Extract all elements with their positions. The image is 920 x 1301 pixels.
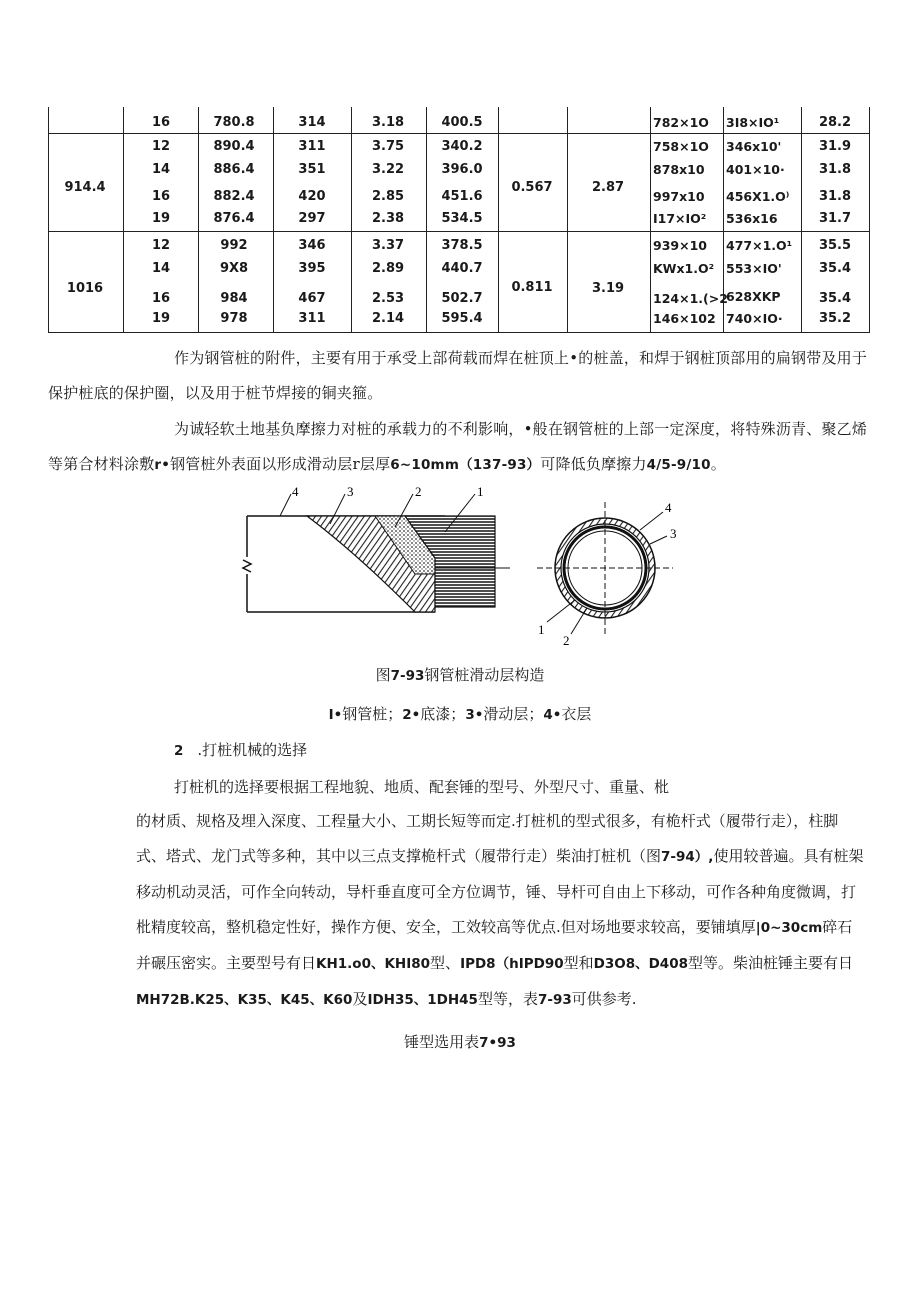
table-cell: 12 [151, 139, 171, 154]
table-cell-diameter-clipped [48, 281, 123, 296]
paragraph-slip-layer [48, 412, 871, 483]
table-cell: 16 [151, 189, 171, 204]
table-cell: 31.8 [818, 189, 852, 204]
text-run: I• [328, 707, 343, 723]
table-cell: 876.4 [213, 211, 255, 226]
text-run: 型等，表 [477, 990, 538, 1008]
table-caption [0, 1031, 920, 1052]
text-run: 钢管桩； [342, 705, 403, 723]
table-cell: 3.37 [371, 238, 405, 253]
table-cell: 31.8 [818, 162, 852, 177]
table-cell: 553×IO' [726, 261, 782, 276]
text-run: 型、 [430, 954, 461, 972]
figure-label: 4 [665, 500, 672, 515]
paragraph-line: 打桩机的选择要根据工程地貌、地质、配套锤的型号、外型尺寸、重量、枇 [174, 778, 670, 796]
table-cell: 2.53 [371, 291, 405, 306]
table-cell: 2.87 [591, 180, 625, 195]
table-cell: 456X1.O⁾ [726, 189, 790, 204]
table-cell: 939×10 [653, 238, 707, 253]
paragraph-line [136, 986, 876, 1013]
table-cell: 146×102 [653, 311, 716, 326]
table-cell: 3.19 [591, 281, 625, 296]
text-run: 可降低负摩擦力 [540, 455, 647, 473]
table-cell: 467 [298, 291, 326, 306]
text-run: 。 [710, 455, 726, 473]
table-cell: 3.75 [371, 139, 405, 154]
paragraph-line [136, 843, 876, 870]
table-cell: 628XKP [726, 289, 781, 304]
figure-label: 1 [477, 484, 484, 499]
text-run: 型和 [563, 954, 594, 972]
table-cell: 351 [298, 162, 326, 177]
table-cell: 0.811 [511, 280, 553, 295]
text-run: 使用较普遍。具有桩架 [713, 847, 864, 865]
table-cell: 886.4 [213, 162, 255, 177]
table-cell: I17×IO² [653, 211, 707, 226]
text-run: 钢管桩滑动层构造 [424, 666, 545, 684]
section-heading [174, 739, 307, 760]
table-cell: 780.8 [213, 115, 255, 130]
table-cell: 401×10· [726, 162, 785, 177]
text-run: KH1.o0、KHI80 [316, 956, 431, 972]
table-cell: 378.5 [441, 238, 483, 253]
text-run: 图 [375, 666, 391, 684]
pile-section-drawing [243, 484, 510, 612]
table-cell: 878x10 [653, 162, 705, 177]
text-run: 7-93 [390, 668, 425, 684]
figure-label: 2 [563, 633, 570, 648]
section-number: 2 [174, 743, 184, 759]
text-run: r• [154, 457, 171, 473]
table-cell: 534.5 [441, 211, 483, 226]
table-cell: 890.4 [213, 139, 255, 154]
figure-caption [0, 664, 920, 685]
table-cell: 346x10' [726, 139, 782, 154]
table-cell: 451.6 [441, 189, 483, 204]
figure-label: 3 [347, 484, 354, 499]
table-cell: 2.85 [371, 189, 405, 204]
table-cell: 992 [220, 238, 248, 253]
table-cell: 997x10 [653, 189, 705, 204]
text-run: D3O8、D408 [593, 956, 688, 972]
table-cell: 395 [298, 261, 326, 276]
paragraph-line: 移动机动灵活，可作全向转动，导杆垂直度可全方位调节，锤、导杆可自由上下移动，可作各种角度微调，打 [136, 883, 857, 901]
table-cell: 31.7 [818, 211, 852, 226]
table-cell: 9X8 [219, 261, 249, 276]
text-run: 4• [543, 707, 562, 723]
table-cell: 297 [298, 211, 326, 226]
text-run: 锤型选用表 [404, 1033, 480, 1051]
paragraph-line: 的材质、规格及埋入深度、工程量大小、工期长短等而定.打桩机的型式很多，有桅杆式（履带行走），柱脚 [136, 812, 839, 830]
text-run: 6~10mm（137-93） [390, 457, 541, 473]
text-run: 并碾压密实。主要型号有日 [136, 954, 317, 972]
table-cell: 14 [151, 162, 171, 177]
text-run: 7-93 [537, 992, 572, 1008]
text-run: 枇精度较高，整机稳定性好，操作方便、安全，工效较高等优点.但对场地要求较高，要铺填厚 [136, 918, 756, 936]
table-cell-clipped [567, 281, 650, 296]
text-run: 7-94）, [661, 849, 714, 865]
slip-layer-figure [235, 482, 690, 647]
table-cell: 35.4 [818, 261, 852, 276]
text-run: 2• [402, 707, 421, 723]
figure-legend [0, 703, 920, 724]
table-cell: 595.4 [441, 311, 483, 326]
text-run: 7•93 [479, 1035, 516, 1051]
table-cell: 396.0 [441, 162, 483, 177]
table-cell: 2.14 [371, 311, 405, 326]
table-cell: 477×1.O¹ [726, 238, 793, 253]
figure-label: 1 [538, 622, 545, 637]
paragraph-line [136, 914, 876, 941]
text-run: 衣层 [561, 705, 592, 723]
table-cell: 882.4 [213, 189, 255, 204]
text-run: |0~30cm [755, 920, 823, 936]
figure-label: 2 [415, 484, 422, 499]
text-run: IDH35、1DH45 [367, 992, 478, 1008]
table-cell: 400.5 [441, 115, 483, 130]
table-cell: 311 [298, 311, 326, 326]
table-cell: 0.567 [511, 180, 553, 195]
table-cell: 3.18 [371, 115, 405, 130]
text-run: 滑动层； [483, 705, 544, 723]
table-cell: 346 [298, 238, 326, 253]
text-run: IPD8（hIPD90 [460, 956, 564, 972]
text-run: 及 [352, 990, 368, 1008]
text-run: 可供参考. [571, 990, 637, 1008]
table-cell: 440.7 [441, 261, 483, 276]
table-cell: 978 [220, 311, 248, 326]
table-cell: 3.22 [371, 162, 405, 177]
table-cell: 502.7 [441, 291, 483, 306]
table-cell: 740×IO· [726, 311, 783, 326]
table-cell: 782×1O [653, 115, 709, 130]
table-cell: 314 [298, 115, 326, 130]
text-run: 3• [465, 707, 484, 723]
table-cell: 28.2 [818, 115, 852, 130]
table-cell: 984 [220, 291, 248, 306]
text-run: 式、塔式、龙门式等多种，其中以三点支撑桅杆式（履带行走）柴油打桩机（图 [136, 847, 662, 865]
text-run: 型等。柴油桩锤主要有日 [687, 954, 853, 972]
table-cell: 31.9 [818, 139, 852, 154]
table-cell: 35.4 [818, 291, 852, 306]
pile-circle-drawing [537, 500, 677, 648]
table-cell: 35.2 [818, 311, 852, 326]
table-cell: 311 [298, 139, 326, 154]
table-cell: 3I8×IO¹ [726, 115, 780, 130]
table-cell: 16 [151, 115, 171, 130]
table-cell: 35.5 [818, 238, 852, 253]
text-run: 4/5-9/10 [646, 457, 711, 473]
table-cell: 536x16 [726, 211, 778, 226]
text-run: 碎石 [822, 918, 853, 936]
figure-label: 3 [670, 526, 677, 541]
paragraph-line [136, 950, 876, 977]
table-cell: 2.89 [371, 261, 405, 276]
table-cell: 19 [151, 211, 171, 226]
paragraph-pile-accessories: 作为钢管桩的附件，主要有用于承受上部荷载而焊在桩顶上•的桩盖，和焊于钢桩顶部用的扁钢带及用于保护桩底的保护圈，以及用于桩节焊接的铜夹箍。 [48, 349, 868, 402]
table-cell: 2.38 [371, 211, 405, 226]
table-cell: 758×1O [653, 139, 709, 154]
table-cell: KWx1.O² [653, 261, 715, 276]
table-cell: 19 [151, 311, 171, 326]
steel-pipe-pile-table [48, 107, 870, 333]
table-cell: 124×1.(>2 [653, 291, 728, 306]
table-cell: 12 [151, 238, 171, 253]
text-run: 底漆； [420, 705, 466, 723]
figure-label: 4 [292, 484, 299, 499]
table-cell: 420 [298, 189, 326, 204]
table-cell-diameter: 914.4 [64, 180, 106, 195]
table-cell-diameter: 1016 [66, 281, 104, 296]
table-cell: 14 [151, 261, 171, 276]
table-cell: 16 [151, 291, 171, 306]
text-run: 为诚轻软土地基负摩擦力对桩的承载力的不利影响，•般在钢管桩的上部一定深度，将特殊沥青、聚乙烯等第合材料涂敷 [48, 420, 868, 473]
text-run: 钢管桩外表面以形成滑动层r层厚 [170, 455, 391, 473]
table-cell: 340.2 [441, 139, 483, 154]
section-title: .打桩机械的选择 [197, 741, 308, 759]
text-run: MH72B.K25、K35、K45、K60 [136, 992, 353, 1008]
